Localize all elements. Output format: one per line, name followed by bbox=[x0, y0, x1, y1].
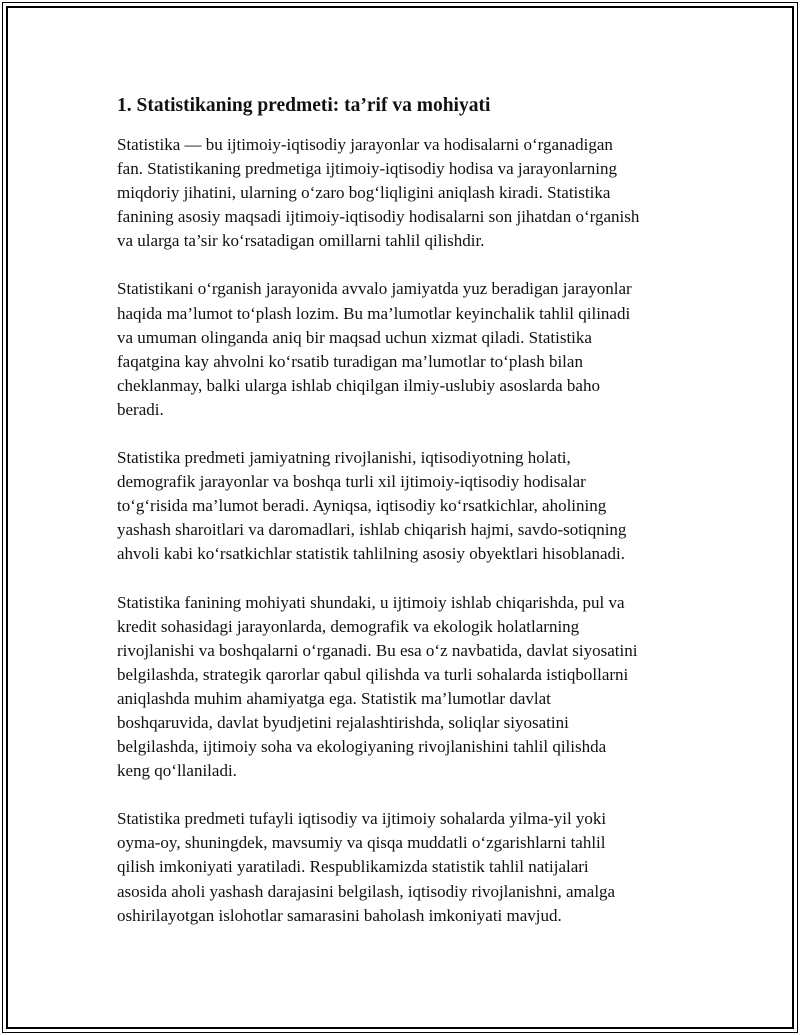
paragraph-data-collection: Statistikani o‘rganish jarayonida avvalo jamiyatda yuz beradigan jarayonlar haqida ma’lumot to‘plash lozim. Bu ma’lumotlar keyinchalik tahlil qilinadi va umuman olinganda aniq bir maqsad uchun xizmat qiladi. Statistika faqatgina kay ahvolni ko‘rsatib turadigan ma’lumotlar to‘plash bilan cheklanmay, balki ularga ishlab chiqilgan ilmiy-uslubiy asoslarda baho beradi. bbox=[117, 279, 632, 419]
paragraph-definition: Statistika — bu ijtimoiy-iqtisodiy jarayonlar va hodisalarni o‘rganadigan fan. Statistikaning predmetiga ijtimoiy-iqtisodiy hodisa va jarayonlarning miqdoriy jihatini, ularning o‘zaro bog‘liqligini aniqlash kiradi. Statistika fanining asosiy maqsadi ijtimoiy-iqtisodiy hodisalarni son jihatdan o‘rganish va ularga ta’sir ko‘rsatadigan omillarni tahlil qilishdir. bbox=[117, 135, 640, 251]
paragraph-subject-scope: Statistika predmeti jamiyatning rivojlanishi, iqtisodiyotning holati, demografik jarayonlar va boshqa turli xil ijtimoiy-iqtisodiy hodisalar to‘g‘risida ma’lumot beradi. Ayniqsa, iqtisodiy ko‘rsatkichlar, aholining yashash sharoitlari va daromadlari, ishlab chiqarish hajmi, savdo-sotiqning ahvoli kabi ko‘rsatkichlar statistik tahlilning asosiy obyektlari hisoblanadi. bbox=[117, 448, 627, 564]
paragraph-analysis-opportunities: Statistika predmeti tufayli iqtisodiy va ijtimoiy sohalarda yilma-yil yoki oyma-oy, shuningdek, mavsumiy va qisqa muddatli o‘zgarishlarni tahlil qilish imkoniyati yaratiladi. Respublikamizda statistik tahlil natijalari asosida aholi yashash darajasini belgilash, iqtisodiy rivojlanishni, amalga oshirilayotgan islohotlar samarasini baholash imkoniyati mavjud. bbox=[117, 809, 616, 925]
document-body bbox=[117, 93, 697, 952]
paragraph-essence: Statistika fanining mohiyati shundaki, u ijtimoiy ishlab chiqarishda, pul va kredit sohasidagi jarayonlarda, demografik va ekologik holatlarning rivojlanishi va boshqalarni o‘rganadi. Bu esa o‘z navbatida, davlat siyosatini belgilashda, strategik qarorlar qabul qilishda va turli sohalarda istiqbollarni aniqlashda muhim ahamiyatga ega. Statistik ma’lumotlar davlat boshqaruvida, davlat byudjetini rejalashtirishda, soliqlar siyosatini belgilashda, ijtimoiy soha va ekologiyaning rivojlanishini tahlil qilishda keng qo‘llaniladi. bbox=[117, 592, 638, 781]
section-heading: 1. Statistikaning predmeti: ta’rif va mohiyati bbox=[117, 95, 491, 116]
